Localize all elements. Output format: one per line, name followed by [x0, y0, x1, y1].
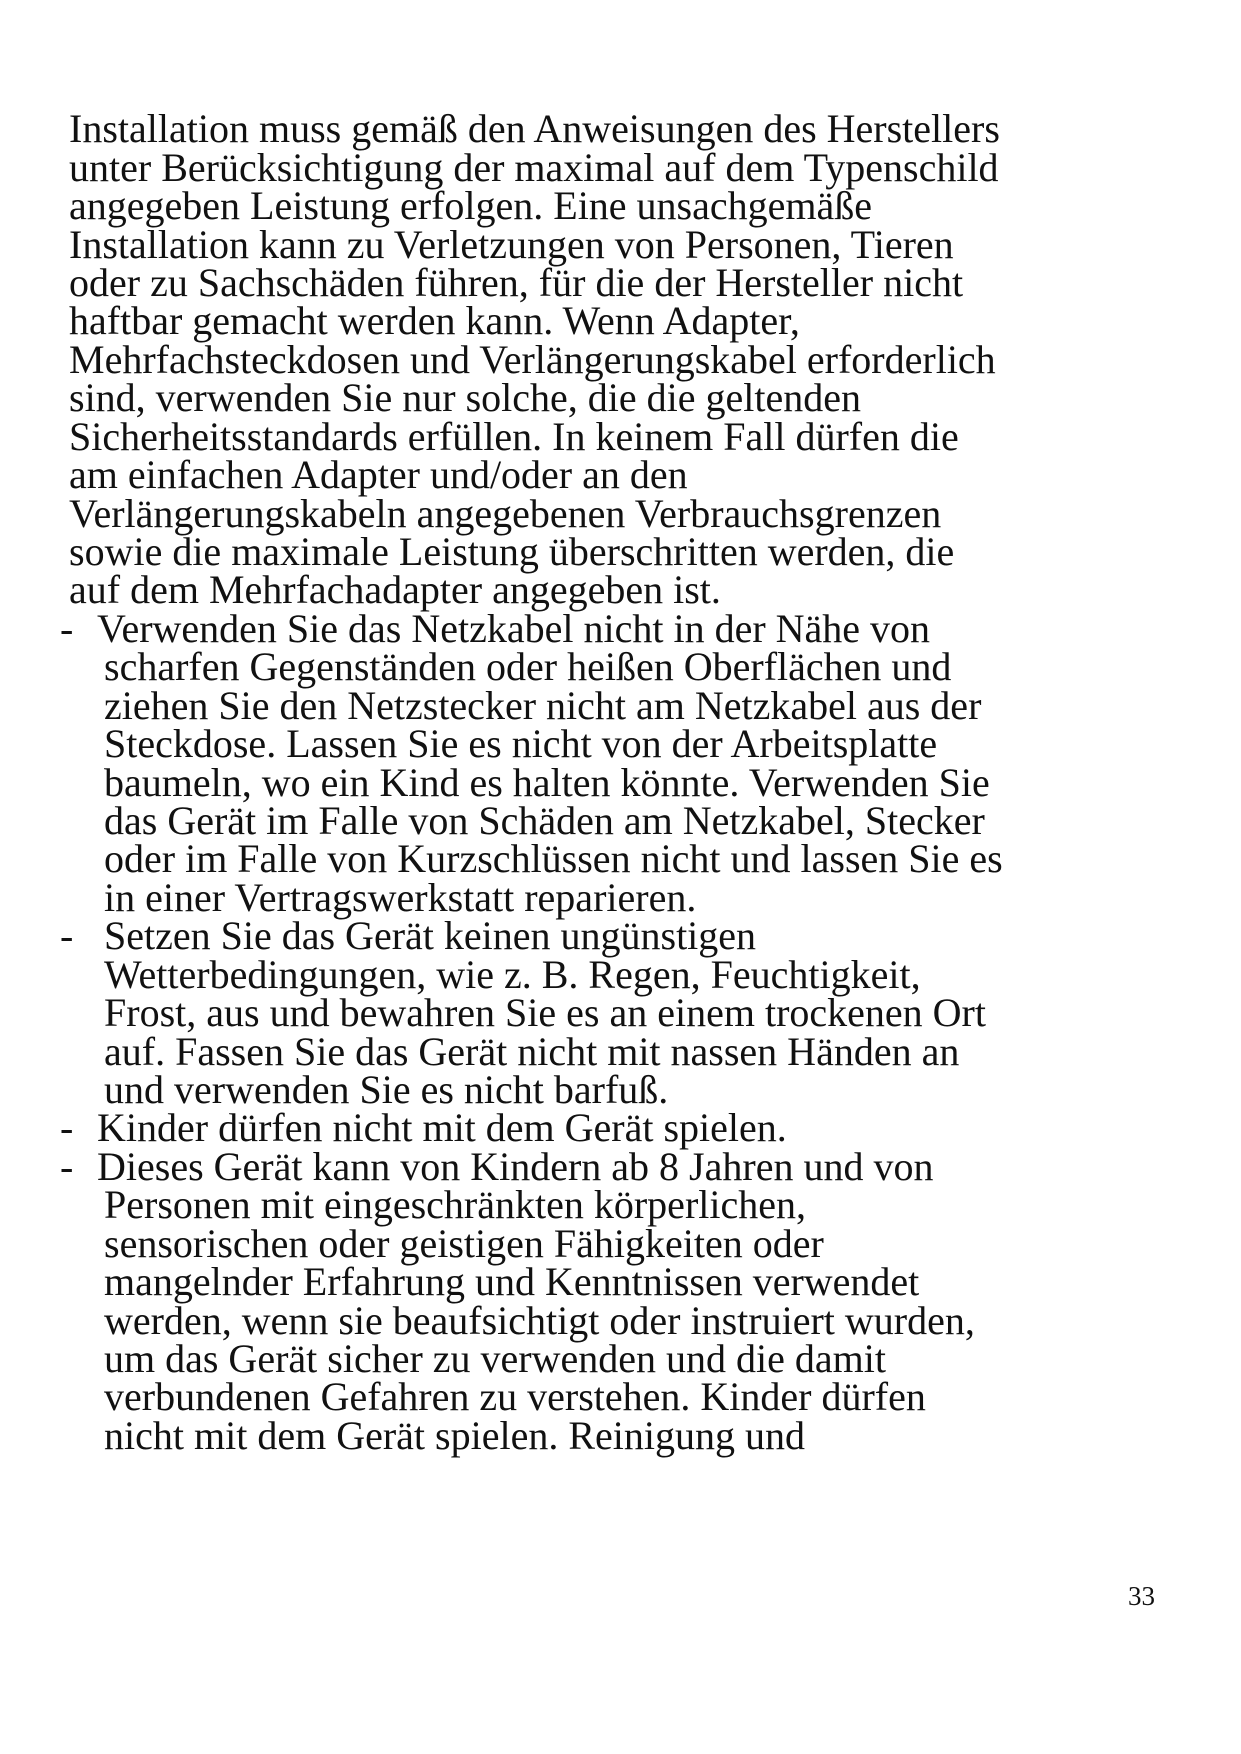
- text-line: [0, 991, 1241, 1034]
- line-text: Installation muss gemäß den Anweisungen des Herstellers: [69, 106, 1000, 151]
- line-text: Wetterbedingungen, wie z. B. Regen, Feuchtigkeit,: [104, 952, 921, 997]
- line-text: Installation kann zu Verletzungen von Personen, Tieren: [69, 222, 954, 267]
- page-number: 33: [1128, 1581, 1155, 1611]
- text-line: [0, 645, 1241, 688]
- text-line: [0, 1375, 1241, 1418]
- line-text: werden, wenn sie beaufsichtigt oder instruiert wurden,: [104, 1298, 975, 1343]
- line-text: in einer Vertragswerkstatt reparieren.: [104, 875, 697, 920]
- line-text: oder zu Sachschäden führen, für die der Hersteller nicht: [69, 260, 964, 305]
- text-line: [0, 299, 1241, 342]
- line-text: auf. Fassen Sie das Gerät nicht mit nassen Händen an: [104, 1029, 960, 1074]
- bullet-dash: -: [60, 1105, 74, 1150]
- line-text: Kinder dürfen nicht mit dem Gerät spielen.: [97, 1105, 787, 1150]
- line-text: sind, verwenden Sie nur solche, die die geltenden: [69, 375, 861, 420]
- line-text: unter Berücksichtigung der maximal auf dem Typenschild: [69, 145, 999, 190]
- line-text: Verwenden Sie das Netzkabel nicht in der Nähe von: [97, 606, 931, 651]
- line-text: scharfen Gegenständen oder heißen Oberflächen und: [104, 644, 952, 689]
- bullet-dash: -: [60, 1144, 74, 1189]
- text-line: [0, 1260, 1241, 1303]
- text-line: [0, 1414, 1241, 1457]
- text-line: [0, 568, 1241, 611]
- line-text: das Gerät im Falle von Schäden am Netzkabel, Stecker: [104, 798, 985, 843]
- text-line: [0, 107, 1241, 150]
- line-text: oder im Falle von Kurzschlüssen nicht und lassen Sie es: [104, 836, 1003, 881]
- text-line: [0, 376, 1241, 419]
- line-text: Dieses Gerät kann von Kindern ab 8 Jahren und von: [97, 1144, 934, 1189]
- line-text: und verwenden Sie es nicht barfuß.: [104, 1067, 669, 1112]
- line-text: Sicherheitsstandards erfüllen. In keinem Fall dürfen die: [69, 414, 959, 459]
- line-text: sowie die maximale Leistung überschritten werden, die: [69, 529, 955, 574]
- bullet-dash: -: [60, 606, 74, 651]
- line-text: Steckdose. Lassen Sie es nicht von der Arbeitsplatte: [104, 721, 938, 766]
- text-line: [0, 914, 1241, 957]
- line-text: auf dem Mehrfachadapter angegeben ist.: [69, 567, 721, 612]
- line-text: angegeben Leistung erfolgen. Eine unsachgemäße: [69, 183, 873, 228]
- line-text: Verlängerungskabeln angegebenen Verbrauchsgrenzen: [69, 491, 942, 536]
- text-line: [0, 1183, 1241, 1226]
- line-text: um das Gerät sicher zu verwenden und die damit: [104, 1336, 886, 1381]
- line-text: sensorischen oder geistigen Fähigkeiten oder: [104, 1221, 824, 1266]
- line-text: nicht mit dem Gerät spielen. Reinigung und: [104, 1413, 805, 1458]
- line-text: haftbar gemacht werden kann. Wenn Adapter,: [69, 298, 800, 343]
- line-text: ziehen Sie den Netzstecker nicht am Netzkabel aus der: [104, 683, 982, 728]
- text-line: [0, 837, 1241, 880]
- text-line: [0, 184, 1241, 227]
- line-text: Personen mit eingeschränkten körperlichen,: [104, 1182, 806, 1227]
- line-text: verbundenen Gefahren zu verstehen. Kinder dürfen: [104, 1374, 926, 1419]
- text-line: [0, 453, 1241, 496]
- bullet-dash: -: [60, 913, 74, 958]
- line-text: am einfachen Adapter und/oder an den: [69, 452, 688, 497]
- line-text: baumeln, wo ein Kind es halten könnte. Verwenden Sie: [104, 760, 990, 805]
- line-text: Mehrfachsteckdosen und Verlängerungskabel erforderlich: [69, 337, 996, 382]
- text-line: [0, 722, 1241, 765]
- line-text: Frost, aus und bewahren Sie es an einem trockenen Ort: [104, 990, 986, 1035]
- line-text: mangelnder Erfahrung und Kenntnissen verwendet: [104, 1259, 920, 1304]
- line-text: Setzen Sie das Gerät keinen ungünstigen: [104, 913, 757, 958]
- text-line: [0, 1106, 1241, 1149]
